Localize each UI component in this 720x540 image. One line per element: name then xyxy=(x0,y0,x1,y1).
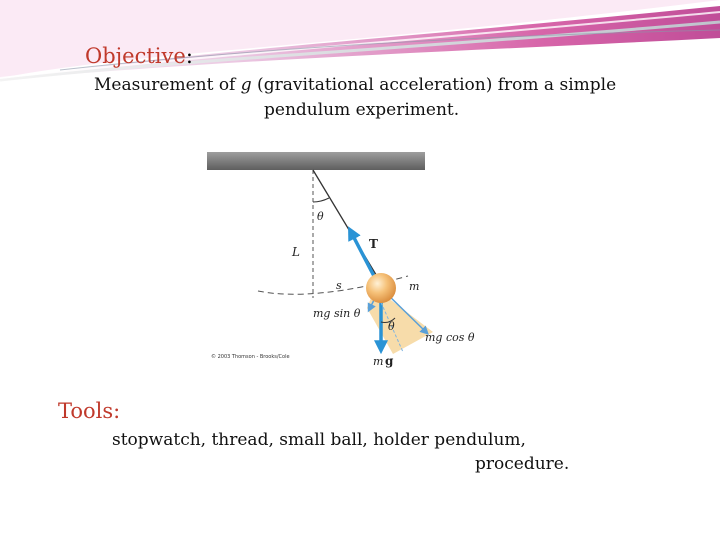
objective-heading xyxy=(85,44,193,68)
label-L: L xyxy=(292,245,300,259)
objective-heading-text: Objective xyxy=(85,44,186,68)
objective-line2: pendulum experiment. xyxy=(264,100,460,120)
pendulum-diagram xyxy=(203,148,485,370)
tools-heading: Tools: xyxy=(58,399,121,423)
copyright-credit: © 2003 Thomson - Brooks/Cole xyxy=(211,354,290,360)
label-m-small: m xyxy=(373,355,384,368)
label-T: T xyxy=(369,237,378,251)
pendulum-bob xyxy=(366,273,396,303)
objective-line1-b: (gravitational acceleration) from a simple xyxy=(251,75,617,95)
ceiling xyxy=(207,152,425,170)
label-s: s xyxy=(336,279,342,292)
label-mg-sin-theta: mg sin θ xyxy=(313,307,361,320)
objective-text xyxy=(94,73,684,123)
label-theta-top: θ xyxy=(317,210,324,223)
objective-line1-a: Measurement of xyxy=(94,75,241,95)
label-theta-bottom: θ xyxy=(388,320,395,333)
label-mg-cos-theta: mg cos θ xyxy=(425,331,475,344)
tools-line1: stopwatch, thread, small ball, holder pendulum, xyxy=(112,430,526,450)
tools-line2: procedure. xyxy=(475,454,570,474)
label-g: g xyxy=(385,354,394,368)
objective-g-symbol: g xyxy=(240,75,252,95)
pendulum-string xyxy=(313,170,381,283)
label-m: m xyxy=(409,280,420,293)
theta-arc-top xyxy=(313,198,329,202)
tools-text xyxy=(112,428,612,476)
objective-heading-colon: : xyxy=(185,44,193,68)
